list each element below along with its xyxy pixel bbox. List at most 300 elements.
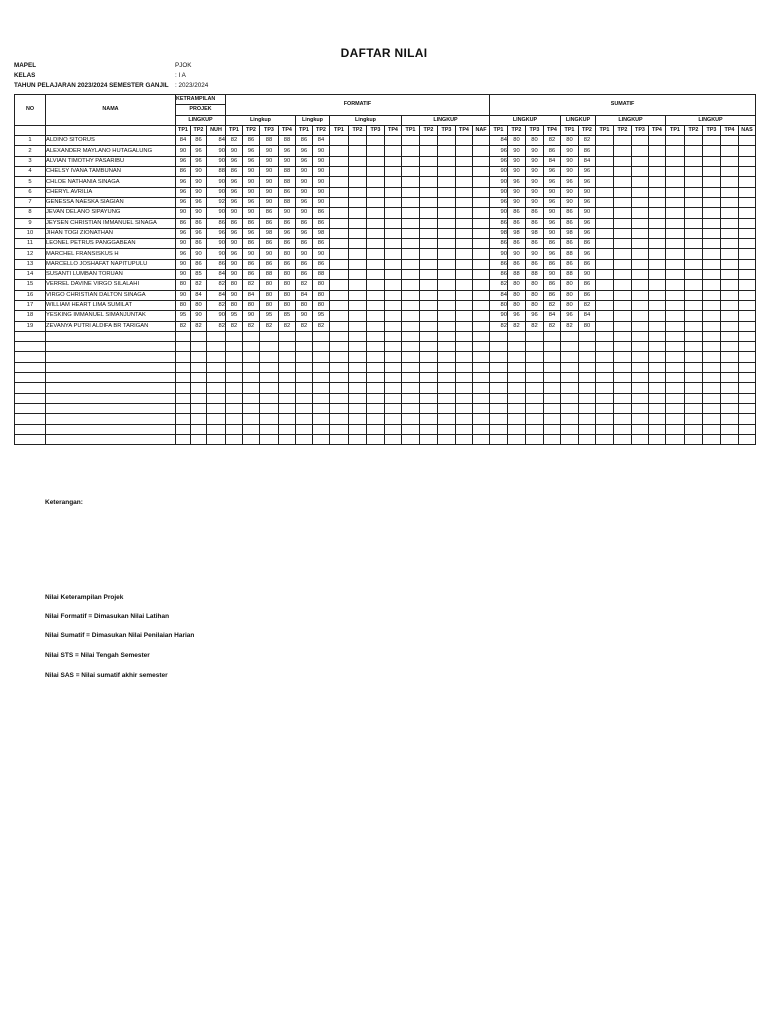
empty-cell (544, 342, 561, 352)
cell-score (666, 259, 685, 269)
cell-score (473, 208, 490, 218)
cell-score (739, 239, 756, 249)
cell-score (632, 187, 649, 197)
cell-score (473, 249, 490, 259)
cell-score (420, 290, 438, 300)
cell-score (367, 290, 385, 300)
empty-cell (176, 414, 191, 424)
cell-score (438, 300, 456, 310)
sub-header-cell: TP2 (349, 125, 367, 135)
empty-cell (456, 362, 473, 372)
meta-value: : I A (175, 72, 186, 79)
empty-cell (207, 393, 226, 403)
cell-score: 90 (176, 270, 191, 280)
cell-score (438, 259, 456, 269)
cell-score (456, 197, 473, 207)
cell-score: 80 (508, 290, 526, 300)
cell-score (614, 280, 632, 290)
cell-score (402, 239, 420, 249)
cell-score: 82 (279, 321, 296, 331)
cell-score: 86 (490, 239, 508, 249)
empty-cell (438, 362, 456, 372)
table-row (15, 249, 756, 259)
cell-score: 90 (296, 208, 313, 218)
cell-score: 86 (526, 218, 544, 228)
empty-cell (632, 393, 649, 403)
cell-score (438, 290, 456, 300)
empty-cell (561, 424, 579, 434)
cell-score (739, 208, 756, 218)
sub-header-cell: TP3 (367, 125, 385, 135)
empty-cell (438, 393, 456, 403)
empty-cell (191, 383, 207, 393)
empty-cell (226, 414, 243, 424)
empty-cell (46, 434, 176, 444)
cell-score: 86 (490, 218, 508, 228)
cell-score: 90 (207, 156, 226, 166)
header-lingkup: Lingkup (226, 115, 296, 125)
cell-score (614, 167, 632, 177)
empty-cell (385, 383, 402, 393)
empty-cell (191, 342, 207, 352)
empty-cell (561, 383, 579, 393)
cell-score (649, 218, 666, 228)
empty-cell (46, 424, 176, 434)
cell-score: 80 (226, 300, 243, 310)
cell-no: 1 (15, 136, 46, 146)
cell-score: 80 (561, 290, 579, 300)
cell-score (473, 197, 490, 207)
cell-score: 86 (313, 239, 330, 249)
empty-cell (649, 342, 666, 352)
empty-cell (721, 331, 739, 341)
empty-cell (402, 414, 420, 424)
cell-score: 96 (176, 249, 191, 259)
cell-no: 15 (15, 280, 46, 290)
cell-score: 80 (279, 280, 296, 290)
sub-header-cell: TP1 (561, 125, 579, 135)
meta-label: MAPEL (14, 62, 37, 69)
empty-cell (596, 352, 614, 362)
cell-score: 82 (579, 300, 596, 310)
cell-score (596, 167, 614, 177)
cell-score (666, 280, 685, 290)
cell-score: 82 (490, 280, 508, 290)
cell-score (596, 136, 614, 146)
cell-score: 90 (226, 146, 243, 156)
cell-score (739, 270, 756, 280)
cell-score (473, 290, 490, 300)
cell-score (649, 228, 666, 238)
empty-cell (632, 362, 649, 372)
cell-score (721, 197, 739, 207)
cell-score (632, 146, 649, 156)
cell-score (402, 197, 420, 207)
cell-score (349, 321, 367, 331)
cell-score (420, 228, 438, 238)
empty-cell (260, 352, 279, 362)
header-sumatif: SUMATIF (490, 95, 756, 116)
empty-cell (721, 424, 739, 434)
sub-header-cell: TP2 (313, 125, 330, 135)
cell-score (385, 290, 402, 300)
cell-score: 92 (207, 197, 226, 207)
cell-score (402, 177, 420, 187)
grade-table (14, 94, 756, 445)
cell-score: 90 (508, 249, 526, 259)
empty-row (15, 373, 756, 383)
empty-cell (721, 403, 739, 413)
empty-cell (385, 373, 402, 383)
empty-cell (473, 434, 490, 444)
empty-cell (15, 424, 46, 434)
cell-score: 86 (544, 146, 561, 156)
empty-cell (632, 383, 649, 393)
cell-score (703, 270, 721, 280)
cell-score (721, 228, 739, 238)
cell-score: 90 (243, 167, 260, 177)
empty-cell (739, 342, 756, 352)
cell-score: 90 (207, 187, 226, 197)
empty-cell (313, 373, 330, 383)
empty-cell (473, 383, 490, 393)
empty-cell (330, 342, 349, 352)
cell-score: 84 (296, 290, 313, 300)
cell-name: MARCELLO JOSHAFAT NAPITUPULU (46, 259, 176, 269)
cell-score: 84 (579, 311, 596, 321)
cell-score (721, 259, 739, 269)
cell-score (632, 228, 649, 238)
empty-cell (402, 373, 420, 383)
empty-cell (420, 373, 438, 383)
empty-cell (649, 434, 666, 444)
empty-cell (526, 373, 544, 383)
cell-score (330, 146, 349, 156)
empty-cell (330, 362, 349, 372)
cell-score (596, 156, 614, 166)
empty-cell (226, 373, 243, 383)
cell-score: 90 (296, 311, 313, 321)
sub-header-cell: NUH (207, 125, 226, 135)
cell-score (721, 208, 739, 218)
cell-score: 80 (176, 300, 191, 310)
empty-cell (579, 362, 596, 372)
empty-cell (402, 383, 420, 393)
cell-no: 7 (15, 197, 46, 207)
cell-score (385, 208, 402, 218)
cell-score: 98 (260, 228, 279, 238)
cell-score (703, 300, 721, 310)
cell-name: ALEXANDER MAYLANO HUTAGALUNG (46, 146, 176, 156)
cell-score: 90 (313, 156, 330, 166)
cell-score: 86 (260, 239, 279, 249)
cell-score: 86 (207, 259, 226, 269)
empty-cell (508, 352, 526, 362)
empty-cell (207, 373, 226, 383)
cell-score: 88 (526, 270, 544, 280)
cell-score: 90 (191, 187, 207, 197)
notes-heading: Keterangan: (45, 499, 83, 506)
cell-score (721, 280, 739, 290)
cell-score: 82 (191, 280, 207, 290)
cell-score (402, 208, 420, 218)
cell-score: 86 (526, 208, 544, 218)
empty-cell (739, 362, 756, 372)
sub-header-cell: TP3 (260, 125, 279, 135)
empty-cell (313, 424, 330, 434)
cell-score: 90 (490, 208, 508, 218)
cell-score (456, 300, 473, 310)
empty-cell (279, 414, 296, 424)
cell-score: 86 (508, 208, 526, 218)
cell-score: 90 (226, 259, 243, 269)
cell-score: 86 (490, 259, 508, 269)
empty-cell (561, 352, 579, 362)
empty-cell (279, 342, 296, 352)
cell-score (349, 197, 367, 207)
cell-score: 90 (176, 146, 191, 156)
empty-cell (666, 373, 685, 383)
cell-score (596, 270, 614, 280)
empty-cell (279, 352, 296, 362)
cell-name: CHLOE NATHANIA SINAGA (46, 177, 176, 187)
empty-cell (260, 331, 279, 341)
cell-score: 90 (296, 177, 313, 187)
empty-cell (632, 352, 649, 362)
cell-score (739, 249, 756, 259)
cell-score (473, 218, 490, 228)
empty-cell (15, 383, 46, 393)
cell-score: 96 (226, 156, 243, 166)
cell-score (685, 156, 703, 166)
table-row (15, 228, 756, 238)
cell-score (349, 167, 367, 177)
cell-score (402, 321, 420, 331)
empty-cell (226, 342, 243, 352)
cell-score (385, 311, 402, 321)
empty-cell (526, 424, 544, 434)
cell-score (703, 280, 721, 290)
cell-score: 96 (296, 146, 313, 156)
cell-score (721, 136, 739, 146)
cell-score (721, 167, 739, 177)
empty-cell (313, 342, 330, 352)
empty-cell (330, 373, 349, 383)
cell-score (739, 156, 756, 166)
cell-score (456, 290, 473, 300)
cell-score (349, 300, 367, 310)
empty-cell (456, 352, 473, 362)
empty-cell (544, 434, 561, 444)
empty-cell (703, 383, 721, 393)
empty-cell (666, 342, 685, 352)
cell-score (703, 218, 721, 228)
cell-score (330, 290, 349, 300)
cell-score: 90 (226, 270, 243, 280)
empty-cell (15, 403, 46, 413)
empty-cell (632, 414, 649, 424)
empty-cell (508, 414, 526, 424)
cell-score: 96 (191, 228, 207, 238)
empty-cell (456, 331, 473, 341)
cell-score (420, 218, 438, 228)
empty-cell (296, 331, 313, 341)
cell-score (721, 290, 739, 300)
cell-score (739, 187, 756, 197)
cell-score (703, 290, 721, 300)
empty-cell (330, 403, 349, 413)
header-lingkup: Lingkup (330, 115, 402, 125)
cell-score: 82 (313, 321, 330, 331)
empty-cell (508, 362, 526, 372)
empty-cell (579, 393, 596, 403)
cell-score (739, 146, 756, 156)
cell-score: 82 (243, 321, 260, 331)
sub-header-row (15, 125, 756, 135)
cell-score (402, 290, 420, 300)
empty-cell (349, 424, 367, 434)
cell-score (402, 270, 420, 280)
cell-score: 86 (243, 218, 260, 228)
empty-cell (614, 352, 632, 362)
cell-score: 96 (579, 228, 596, 238)
cell-score: 82 (207, 300, 226, 310)
empty-cell (349, 362, 367, 372)
note-item: Nilai Sumatif = Dimasukan Nilai Penilaian Harian (45, 632, 195, 639)
empty-cell (330, 331, 349, 341)
empty-cell (385, 331, 402, 341)
table-row (15, 156, 756, 166)
cell-score (649, 280, 666, 290)
empty-cell (191, 403, 207, 413)
cell-score (649, 249, 666, 259)
empty-cell (243, 362, 260, 372)
table-row (15, 280, 756, 290)
cell-score (649, 136, 666, 146)
cell-score (685, 321, 703, 331)
cell-score: 84 (207, 290, 226, 300)
cell-score (632, 280, 649, 290)
cell-score (614, 259, 632, 269)
cell-score: 86 (191, 259, 207, 269)
cell-score (703, 228, 721, 238)
cell-score (721, 187, 739, 197)
cell-score (685, 208, 703, 218)
cell-score (438, 197, 456, 207)
empty-row (15, 424, 756, 434)
cell-score: 86 (279, 218, 296, 228)
empty-cell (46, 414, 176, 424)
cell-score: 90 (260, 167, 279, 177)
sub-header-cell: TP2 (191, 125, 207, 135)
cell-score: 80 (561, 300, 579, 310)
empty-cell (279, 434, 296, 444)
empty-cell (349, 373, 367, 383)
cell-score (330, 167, 349, 177)
table-row (15, 259, 756, 269)
empty-cell (666, 424, 685, 434)
cell-score: 86 (279, 239, 296, 249)
cell-score: 96 (579, 249, 596, 259)
empty-cell (473, 393, 490, 403)
empty-cell (456, 403, 473, 413)
empty-cell (296, 373, 313, 383)
empty-cell (579, 434, 596, 444)
cell-score: 90 (226, 239, 243, 249)
empty-cell (260, 424, 279, 434)
empty-cell (721, 393, 739, 403)
sub-header-cell: TP4 (385, 125, 402, 135)
cell-score: 96 (207, 228, 226, 238)
empty-cell (330, 383, 349, 393)
empty-cell (544, 403, 561, 413)
cell-score (349, 249, 367, 259)
cell-score (473, 300, 490, 310)
cell-score (632, 218, 649, 228)
empty-cell (508, 331, 526, 341)
cell-score: 90 (207, 311, 226, 321)
header-lingkup: LINGKUP (402, 115, 490, 125)
cell-score (666, 146, 685, 156)
cell-score (666, 197, 685, 207)
cell-no: 4 (15, 167, 46, 177)
cell-score: 86 (579, 280, 596, 290)
cell-score: 95 (313, 311, 330, 321)
empty-cell (243, 424, 260, 434)
empty-cell (420, 424, 438, 434)
header-lingkup: LINGKUP (596, 115, 666, 125)
cell-score: 80 (561, 136, 579, 146)
cell-score (721, 270, 739, 280)
cell-score (367, 300, 385, 310)
cell-score: 80 (508, 300, 526, 310)
cell-score: 90 (526, 177, 544, 187)
cell-no: 2 (15, 146, 46, 156)
meta-value: PJOK (175, 62, 192, 69)
cell-score (420, 197, 438, 207)
cell-score: 96 (579, 167, 596, 177)
cell-score (402, 156, 420, 166)
empty-cell (526, 352, 544, 362)
cell-score: 86 (279, 259, 296, 269)
empty-cell (544, 331, 561, 341)
cell-score: 90 (243, 208, 260, 218)
cell-score (456, 239, 473, 249)
cell-score: 88 (260, 136, 279, 146)
cell-score (456, 177, 473, 187)
cell-score: 90 (544, 270, 561, 280)
cell-score: 86 (176, 167, 191, 177)
cell-score (739, 228, 756, 238)
cell-score: 98 (561, 228, 579, 238)
note-item: Nilai Formatif = Dimasukan Nilai Latihan (45, 613, 170, 620)
cell-score: 84 (579, 156, 596, 166)
cell-score (666, 218, 685, 228)
cell-score (473, 156, 490, 166)
empty-cell (279, 331, 296, 341)
empty-cell (703, 373, 721, 383)
empty-cell (296, 362, 313, 372)
cell-score: 90 (260, 197, 279, 207)
empty-cell (614, 403, 632, 413)
cell-score (703, 259, 721, 269)
empty-cell (349, 393, 367, 403)
cell-score: 90 (260, 156, 279, 166)
cell-score: 86 (579, 259, 596, 269)
empty-cell (490, 434, 508, 444)
cell-score: 86 (226, 218, 243, 228)
empty-cell (473, 373, 490, 383)
